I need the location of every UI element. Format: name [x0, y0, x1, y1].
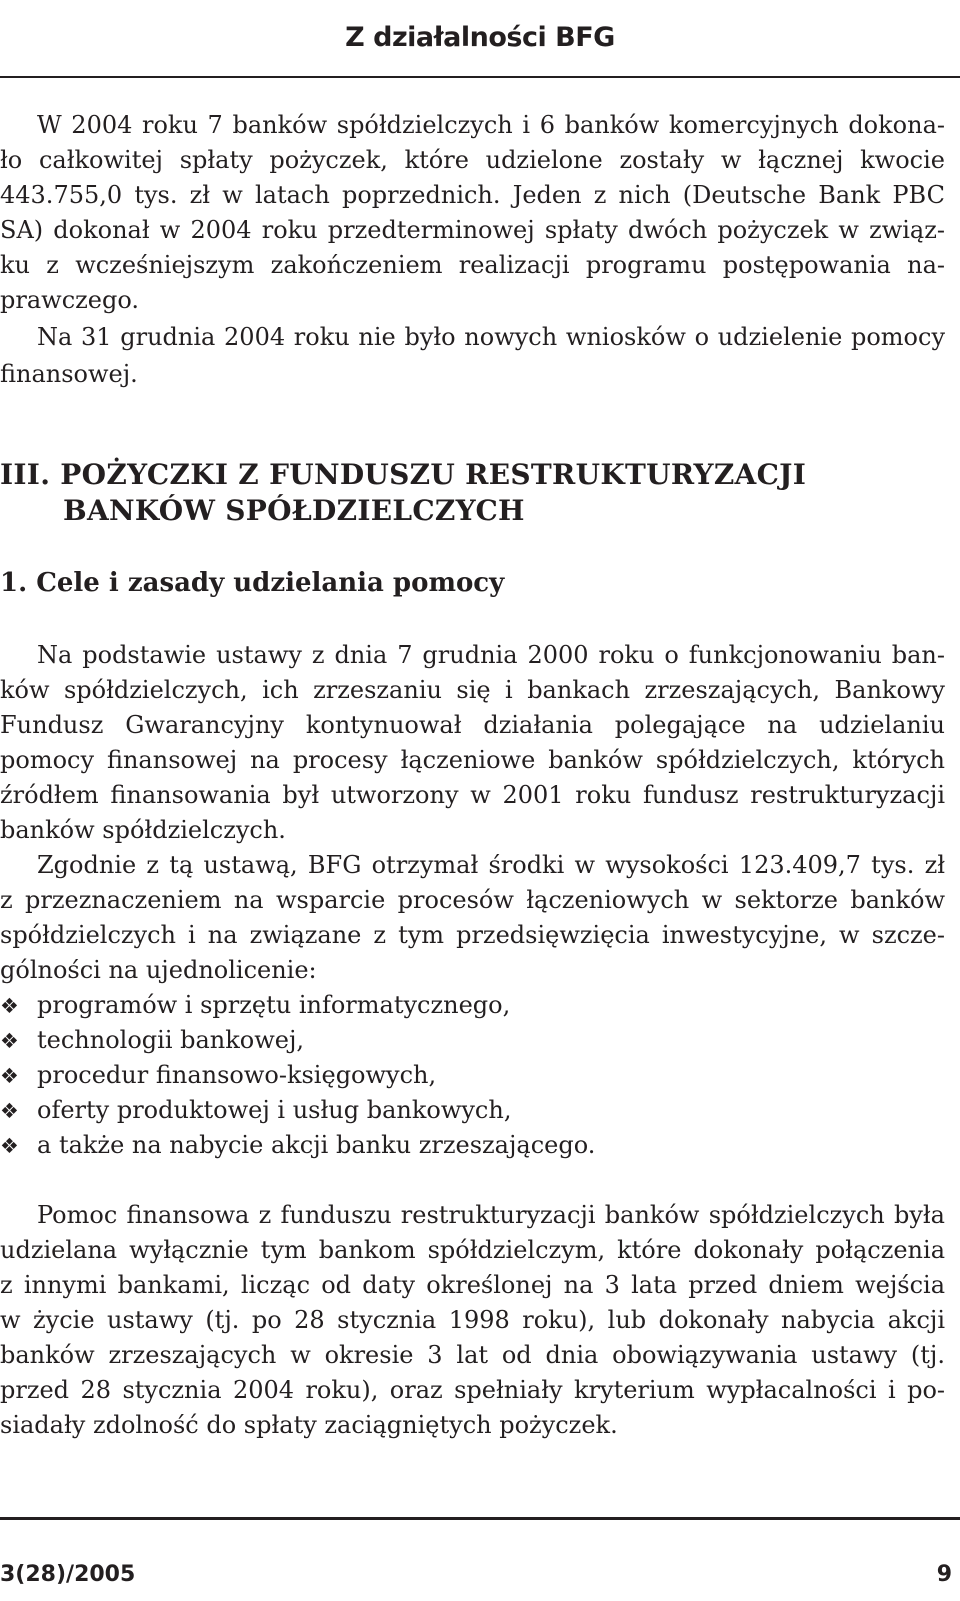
bullet-text: oferty produktowej i usług bankowych, — [37, 1096, 512, 1124]
bullet-item — [0, 1128, 945, 1163]
bullet-item — [0, 1058, 945, 1093]
p2-line: Na 31 grudnia 2004 roku nie było nowych wniosków o udzielenie pomocy — [37, 323, 945, 351]
diamond-bullet-icon: ❖ — [0, 1064, 19, 1088]
p3-line: źródłem finansowania był utworzony w 2001 roku fundusz restrukturyzacji — [0, 781, 945, 809]
p4-line: spółdzielczych i na związane z tym przedsięwzięcia inwestycyjne, w szcze- — [0, 921, 945, 949]
section-heading: BANKÓW SPÓŁDZIELCZYCH — [63, 494, 525, 527]
p1-line: 443.755,0 tys. zł w latach poprzednich. Jeden z nich (Deutsche Bank PBC — [0, 181, 945, 209]
p5-line: udzielana wyłącznie tym bankom spółdzielczym, które dokonały połączenia — [0, 1236, 945, 1264]
p1-line: W 2004 roku 7 banków spółdzielczych i 6 banków komercyjnych dokona- — [37, 111, 945, 139]
header-rule — [0, 76, 960, 78]
p5-line: Pomoc finansowa z funduszu restrukturyzacji banków spółdzielczych była — [37, 1201, 945, 1229]
diamond-bullet-icon: ❖ — [0, 1134, 19, 1158]
p3-line: pomocy finansowej na procesy łączeniowe banków spółdzielczych, których — [0, 746, 945, 774]
p5-line: w życie ustawy (tj. po 28 stycznia 1998 roku), lub dokonały nabycia akcji — [0, 1306, 945, 1334]
p4-line: gólności na ujednolicenie: — [0, 956, 317, 984]
page-number: 9 — [936, 1562, 952, 1587]
p4-line: z przeznaczeniem na wsparcie procesów łączeniowych w sektorze banków — [0, 886, 945, 914]
p1-line: ku z wcześniejszym zakończeniem realizacji programu postępowania na- — [0, 251, 945, 279]
bullet-item — [0, 1093, 945, 1128]
page-header-title: Z działalności BFG — [345, 22, 615, 53]
issue-number: 3(28)/2005 — [0, 1562, 136, 1587]
bullet-text: technologii bankowej, — [37, 1026, 305, 1054]
bullet-item — [0, 988, 945, 1023]
p3-line: banków spółdzielczych. — [0, 816, 286, 844]
subsection-heading: 1. Cele i zasady udzielania pomocy — [0, 568, 505, 598]
bullet-text: procedur finansowo-księgowych, — [37, 1061, 437, 1089]
p1-line: ło całkowitej spłaty pożyczek, które udzielone zostały w łącznej kwocie — [0, 146, 945, 174]
p3-line: ków spółdzielczych, ich zrzeszaniu się i bankach zrzeszających, Bankowy — [0, 676, 945, 704]
p5-line: siadały zdolność do spłaty zaciągniętych pożyczek. — [0, 1411, 618, 1439]
diamond-bullet-icon: ❖ — [0, 994, 19, 1018]
diamond-bullet-icon: ❖ — [0, 1099, 19, 1123]
bullet-item — [0, 1023, 945, 1058]
p5-line: banków zrzeszających w okresie 3 lat od dnia obowiązywania ustawy (tj. — [0, 1341, 945, 1369]
p2-line: finansowej. — [0, 360, 138, 388]
diamond-bullet-icon: ❖ — [0, 1029, 19, 1053]
p5-line: z innymi bankami, licząc od daty określonej na 3 lata przed dniem wejścia — [0, 1271, 945, 1299]
bullet-text: programów i sprzętu informatycznego, — [37, 991, 511, 1019]
bullet-text: a także na nabycie akcji banku zrzeszającego. — [37, 1131, 596, 1159]
p5-line: przed 28 stycznia 2004 roku), oraz spełniały kryterium wypłacalności i po- — [0, 1376, 945, 1404]
p1-line: SA) dokonał w 2004 roku przedterminowej spłaty dwóch pożyczek w związ- — [0, 216, 945, 244]
p1-line: prawczego. — [0, 286, 139, 314]
footer-rule — [0, 1517, 960, 1520]
p3-line: Fundusz Gwarancyjny kontynuował działania polegające na udzielaniu — [0, 711, 945, 739]
section-heading: III. POŻYCZKI Z FUNDUSZU RESTRUKTURYZACJI — [0, 458, 807, 491]
p4-line: Zgodnie z tą ustawą, BFG otrzymał środki w wysokości 123.409,7 tys. zł — [37, 851, 945, 879]
p3-line: Na podstawie ustawy z dnia 7 grudnia 2000 roku o funkcjonowaniu ban- — [37, 641, 945, 669]
